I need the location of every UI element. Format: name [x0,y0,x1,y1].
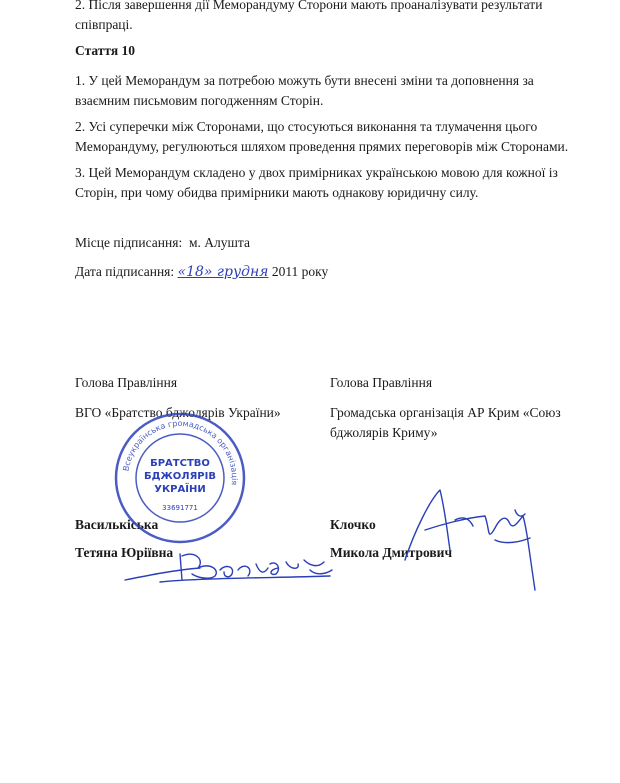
paragraph-2-line1: 2. Усі суперечки між Сторонами, що стосуються виконання та тлумачення цього [75,119,538,134]
paragraph-1 [75,71,585,111]
right-party-surname: Клочко [330,517,376,532]
signing-place-value: м. Алушта [188,235,250,250]
organization-stamp [110,408,250,548]
paragraph-prev [75,0,585,35]
right-party-organization-line1: Громадська організація АР Крим «Союз [330,405,561,420]
paragraph-1-line2: взаємним письмовим погодженням Сторін. [75,93,324,108]
stamp-line1: БРАТСТВО [150,458,210,469]
stamp-line3: УКРАЇНИ [154,484,206,495]
signing-place-label: Місце підписання: [75,235,183,250]
article-title: Стаття 10 [75,43,136,58]
signing-date-label: Дата підписання: [75,264,175,279]
paragraph-2-line2: Меморандуму, регулюються шляхом проведення прямих переговорів між Сторонами. [75,139,569,154]
paragraph-prev-line2: співпраці. [75,17,133,32]
left-signature-stroke [125,554,332,582]
left-party-surname: Василькіська [75,517,159,532]
right-party-name: Микола Дмитрович [330,545,453,560]
right-party-organization [330,403,590,443]
paragraph-3-line1: 3. Цей Меморандум складено у двох примірниках українською мовою для кожної із [75,165,558,180]
signing-date [75,262,585,282]
right-signature-stroke [405,490,535,590]
left-party-organization: ВГО «Братство бджолярів України» [75,405,281,420]
stamp-ring-text: Всеукраїнська громадська організація [121,418,240,486]
paragraph-3-line2: Сторін, при чому обидва примірники мають однакову юридичну силу. [75,185,479,200]
right-party-position: Голова Правління [330,375,433,390]
paragraph-3 [75,163,585,203]
signing-date-year: 2011 року [271,264,329,279]
paragraph-2 [75,117,585,157]
signing-place [75,233,585,253]
stamp-line2: БДЖОЛЯРІВ [144,471,216,482]
right-signature [395,470,555,610]
right-party-organization-line2: бджолярів Криму» [330,425,438,440]
signing-date-handwritten: «18» грудня [177,264,269,280]
paragraph-prev-line1: 2. Після завершення дії Меморандуму Сторони мають проаналізувати результати [75,0,543,12]
left-party-name: Тетяна Юріївна [75,545,174,560]
paragraph-1-line1: 1. У цей Меморандум за потребою можуть бути внесені зміни та доповнення за [75,73,534,88]
stamp-code: 33691771 [162,504,198,512]
left-party-position: Голова Правління [75,375,178,390]
left-signature [120,540,340,590]
